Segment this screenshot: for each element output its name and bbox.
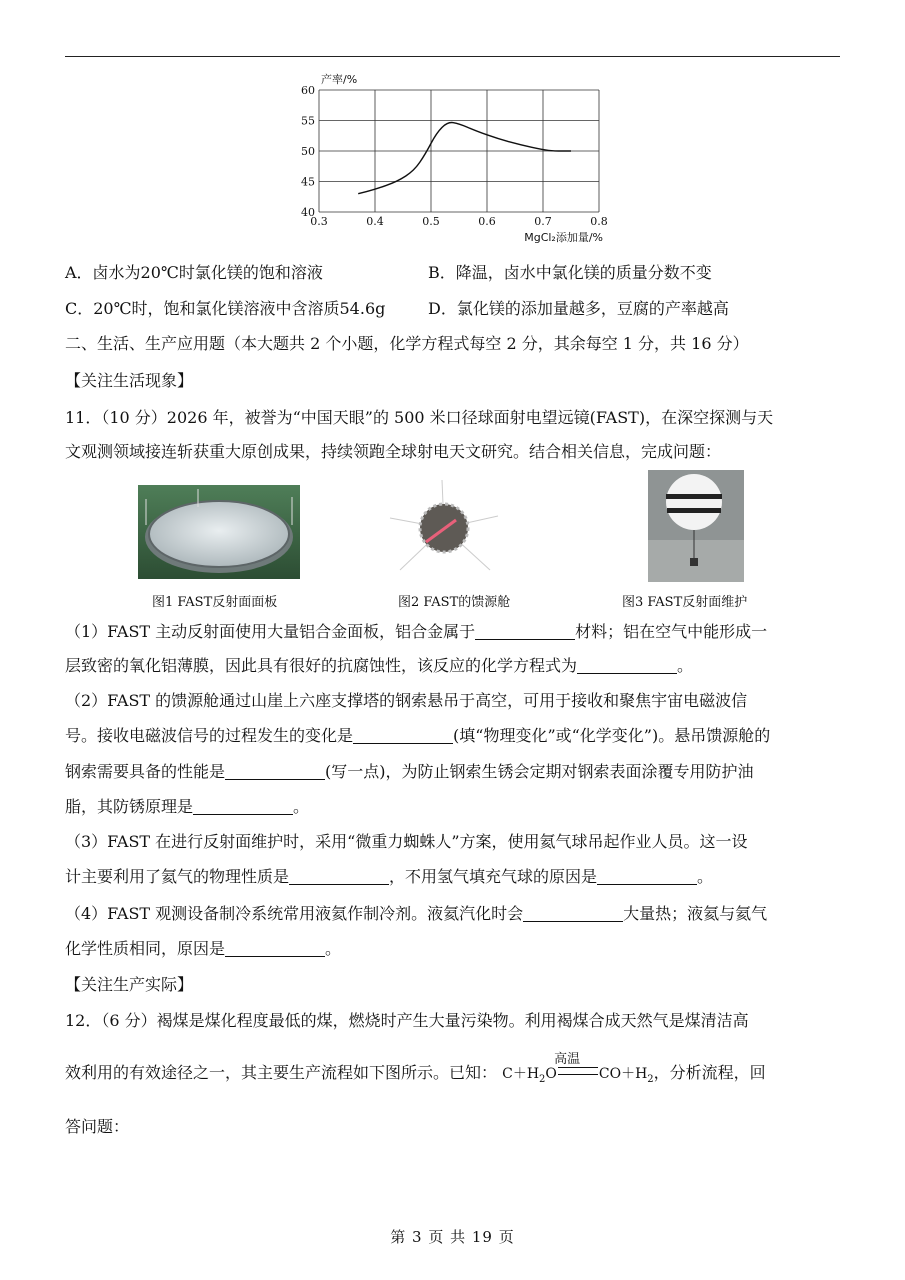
focus-production-heading: 【关注生产实际】 [65,975,194,994]
x-tick-label: 0.3 [310,215,328,228]
fig2-caption: 图2 FAST的馈源舱 [398,595,511,610]
series-line [358,123,571,194]
q11-part1-line2: 层致密的氧化铝薄膜，因此具有很好的抗腐蚀性，该反应的化学方程式为 。 [65,656,694,675]
q11-intro-line2: 文观测领域接连斩获重大原创成果，持续领跑全球射电天文研究。结合相关信息，完成问题： [65,442,722,461]
answer-blank[interactable] [225,763,325,780]
x-tick-label: 0.6 [478,215,496,228]
y-tick-label: 55 [301,114,315,128]
q11-part1-line1: （1）FAST 主动反射面使用大量铝合金面板，铝合金属于 材料；铝在空气中能形成一 [65,622,768,641]
yield-chart [295,68,615,253]
y-tick-label: 45 [301,175,315,189]
fig3-caption: 图3 FAST反射面维护 [622,595,748,610]
chemical-equation: $C+H_2O$ 高温 $CO+H_2$ [502,1052,654,1085]
q11-part3-line2: 计主要利用了氦气的物理性质是 ，不用氢气填充气球的原因是 。 [65,867,714,886]
q11-intro-line1: 11．（10 分）2026 年，被誉为“中国天眼”的 500 米口径球面射电望远镜(FAST)，在深空探测与天 [65,408,774,427]
q11-part2-line3: 钢索需要具备的性能是 (写一点)，为防止钢索生锈会定期对钢索表面涂覆专用防护油 [65,762,754,781]
x-tick-label: 0.5 [422,215,440,228]
answer-blank[interactable] [353,727,453,744]
fig1-caption: 图1 FAST反射面面板 [152,595,278,610]
y-axis-label: 产率/% [321,73,358,86]
answer-blank[interactable] [597,868,697,885]
option-a: A．卤水为20℃时氯化镁的饱和溶液 [65,263,323,282]
header-rule [65,56,840,57]
option-b: B．降温，卤水中氯化镁的质量分数不变 [428,263,712,282]
y-tick-label: 50 [301,145,315,158]
y-tick-label: 60 [301,84,315,97]
x-tick-label: 0.7 [534,215,552,228]
x-axis-label: MgCl₂添加量/% [524,231,603,244]
x-tick-label: 0.4 [366,215,384,228]
feed-cabin-photo [380,478,508,578]
x-tick-label: 0.8 [590,215,608,228]
yield-chart-svg [295,68,615,253]
option-d: D．氯化镁的添加量越多，豆腐的产率越高 [428,299,729,318]
q12-line3: 答问题： [65,1117,130,1136]
section-two-heading: 二、生活、生产应用题（本大题共 2 个小题，化学方程式每空 2 分，其余每空 1 分，共 16 分） [65,334,749,353]
answer-blank[interactable] [193,798,293,815]
answer-blank[interactable] [577,657,677,674]
answer-blank[interactable] [523,905,623,922]
answer-blank[interactable] [289,868,389,885]
q12-line1: 12．（6 分）褐煤是煤化程度最低的煤，燃烧时产生大量污染物。利用褐煤合成天然气是煤清洁高 [65,1011,749,1030]
q11-part3-line1: （3）FAST 在进行反射面维护时，采用“微重力蜘蛛人”方案，使用氦气球吊起作业人员。这一设 [65,832,748,851]
option-c: C．20℃时，饱和氯化镁溶液中含溶质54.6g [65,299,386,318]
q11-part2-line1: （2）FAST 的馈源舱通过山崖上六座支撑塔的钢索悬吊于高空，可用于接收和聚焦宇宙电磁波信 [65,691,748,710]
q11-part2-line4: 脂，其防锈原理是 。 [65,797,310,816]
q12-line2: 效利用的有效途径之一，其主要生产流程如下图所示。已知： $C+H_2O$ 高温 $CO+H_2$，分析流程，回 [65,1063,845,1090]
answer-blank[interactable] [225,940,325,957]
focus-life-heading: 【关注生活现象】 [65,371,194,390]
q11-part2-line2: 号。接收电磁波信号的过程发生的变化是 (填“物理变化”或“化学变化”)。悬吊馈源舱的 [65,726,771,745]
balloon-maintenance-photo [648,470,744,582]
answer-blank[interactable] [475,623,575,640]
q11-part4-line1: （4）FAST 观测设备制冷系统常用液氦作制冷剂。液氦汽化时会 大量热；液氦与氦气 [65,904,768,923]
y-tick-label: 40 [301,206,315,219]
fast-dish-photo [138,485,300,579]
page-footer: 第 3 页 共 19 页 [390,1228,515,1246]
q11-part4-line2: 化学性质相同，原因是 。 [65,939,342,958]
